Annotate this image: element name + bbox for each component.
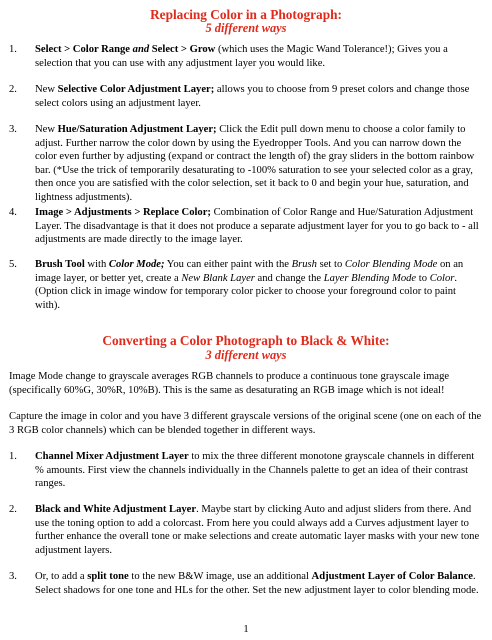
- section1-item-4: [9, 206, 481, 247]
- item-number: 2.: [9, 84, 17, 95]
- item-number: 3.: [9, 571, 17, 582]
- section1-item-2: [9, 83, 481, 110]
- text-run: New Blank Layer: [181, 272, 255, 284]
- text-run: with: [84, 259, 109, 270]
- text-run: Layer Blending Mode: [323, 272, 417, 284]
- text-run: Color Blending Mode: [344, 259, 438, 270]
- item-text: [35, 503, 481, 557]
- text-run: Black and White Adjustment Layer: [35, 504, 197, 515]
- text-run: Click the Edit pull down menu to choose a color family to adjust. Further narrow the color down by using the Eyedropper Tools. And you can narrow down the color even further by adjusting (expand or contract the length of) the gray sliders in the bottom rainbow bar. (*Use the trick of temporarily desaturating to -100% saturation to see your selected color as a gray, then once you are satisfied with the color selection, set it back to 0 and begin your hue, saturation, and lightness adjustments).: [35, 124, 475, 203]
- text-run: . Maybe start by clicking Auto and adjust sliders from there. And use the toning option to add a colorcast. From here you could always add a Curves adjustment layer to further enhance the overall tone or make selections and create automatic layer masks with your new tone adjustment layers.: [35, 504, 480, 556]
- text-run: and change the: [254, 272, 324, 284]
- text-run: Color Mode;: [108, 259, 165, 270]
- text-run: allows you to choose from 9 preset colors and change those select colors using an adjustment layer.: [35, 84, 470, 109]
- text-run: to: [416, 272, 430, 284]
- text-run: Or, to add a: [35, 571, 88, 582]
- text-run: Adjustment Layer of Color Balance: [311, 571, 473, 582]
- section1-item-5: [9, 258, 481, 312]
- item-number: 5.: [9, 259, 17, 270]
- item-text: [35, 206, 481, 247]
- text-run: Combination of Color Range and Hue/Saturation Adjustment Layer. The disadvantage is that it does not produce a separate adjustment layer for you to go back to - all adjustments are made directly to the image layer.: [35, 207, 479, 245]
- text-run: set to: [316, 259, 345, 270]
- section2-intro-2: Capture the image in color and you have 3 different grayscale versions of the original scene (one on each of the 3 RGB color channels) which can be blended together in different ways.: [9, 411, 482, 436]
- section1-title: Replacing Color in a Photograph:: [150, 7, 342, 22]
- item-number: 2.: [9, 504, 17, 515]
- section1-item-1: [9, 43, 481, 70]
- text-run: Brush Tool: [35, 259, 85, 270]
- section2-intro-1: Image Mode change to grayscale averages RGB channels to produce a continuous tone grayscale image (specifically 60%G, 30%R, 10%B). This is the same as desaturating an RGB image which is not ideal!: [9, 371, 450, 396]
- text-run: You can either paint with the: [164, 259, 292, 270]
- text-run: New: [35, 84, 58, 95]
- text-run: to mix the three different monotone grayscale channels in different % amounts. First view the channels individually in the Channels palette to get an idea of their contrast ranges.: [35, 451, 475, 489]
- text-run: Hue/Saturation Adjustment Layer;: [57, 124, 217, 135]
- text-run: and: [132, 44, 152, 55]
- text-run: New: [35, 124, 58, 135]
- text-run: . Select shadows for one tone and HLs for the other. Set the new adjustment layer to color blending mode.: [35, 571, 479, 596]
- text-run: to the new B&W image, use an additional: [128, 571, 312, 582]
- item-text: [35, 570, 481, 597]
- item-text: [35, 123, 481, 204]
- section1-subtitle: 5 different ways: [205, 21, 287, 35]
- text-run: (which uses the Magic Wand Tolerance!); Gives you a selection that you can use with any adjustment layer you would like.: [35, 44, 448, 69]
- text-run: Brush: [291, 259, 317, 270]
- text-run: Channel Mixer Adjustment Layer: [35, 451, 189, 462]
- item-text: [35, 258, 481, 312]
- section2-item-1: [9, 450, 481, 491]
- item-text: [35, 450, 481, 491]
- item-text: [35, 83, 481, 110]
- item-number: 1.: [9, 451, 17, 462]
- item-text: [35, 43, 481, 70]
- text-run: Select > Grow: [151, 44, 216, 55]
- item-number: 3.: [9, 124, 17, 135]
- text-run: . (Option click in image window for temporary color picker to choose your foreground color to paint with).: [35, 272, 458, 311]
- text-run: split tone: [87, 571, 129, 582]
- item-number: 1.: [9, 44, 17, 55]
- text-run: Color: [429, 272, 455, 284]
- section2-item-2: [9, 503, 481, 557]
- section2-item-3: [9, 570, 481, 597]
- page-number: 1: [243, 624, 249, 635]
- section1-item-3: [9, 123, 481, 204]
- text-run: Select > Color Range: [35, 44, 133, 55]
- text-run: on an image layer, or better yet, create a: [35, 259, 464, 284]
- text-run: Image > Adjustments > Replace Color;: [35, 207, 211, 218]
- section2-title: Converting a Color Photograph to Black & White:: [102, 333, 390, 348]
- item-number: 4.: [9, 207, 17, 218]
- text-run: Selective Color Adjustment Layer;: [57, 84, 215, 95]
- section2-subtitle: 3 different ways: [205, 348, 287, 362]
